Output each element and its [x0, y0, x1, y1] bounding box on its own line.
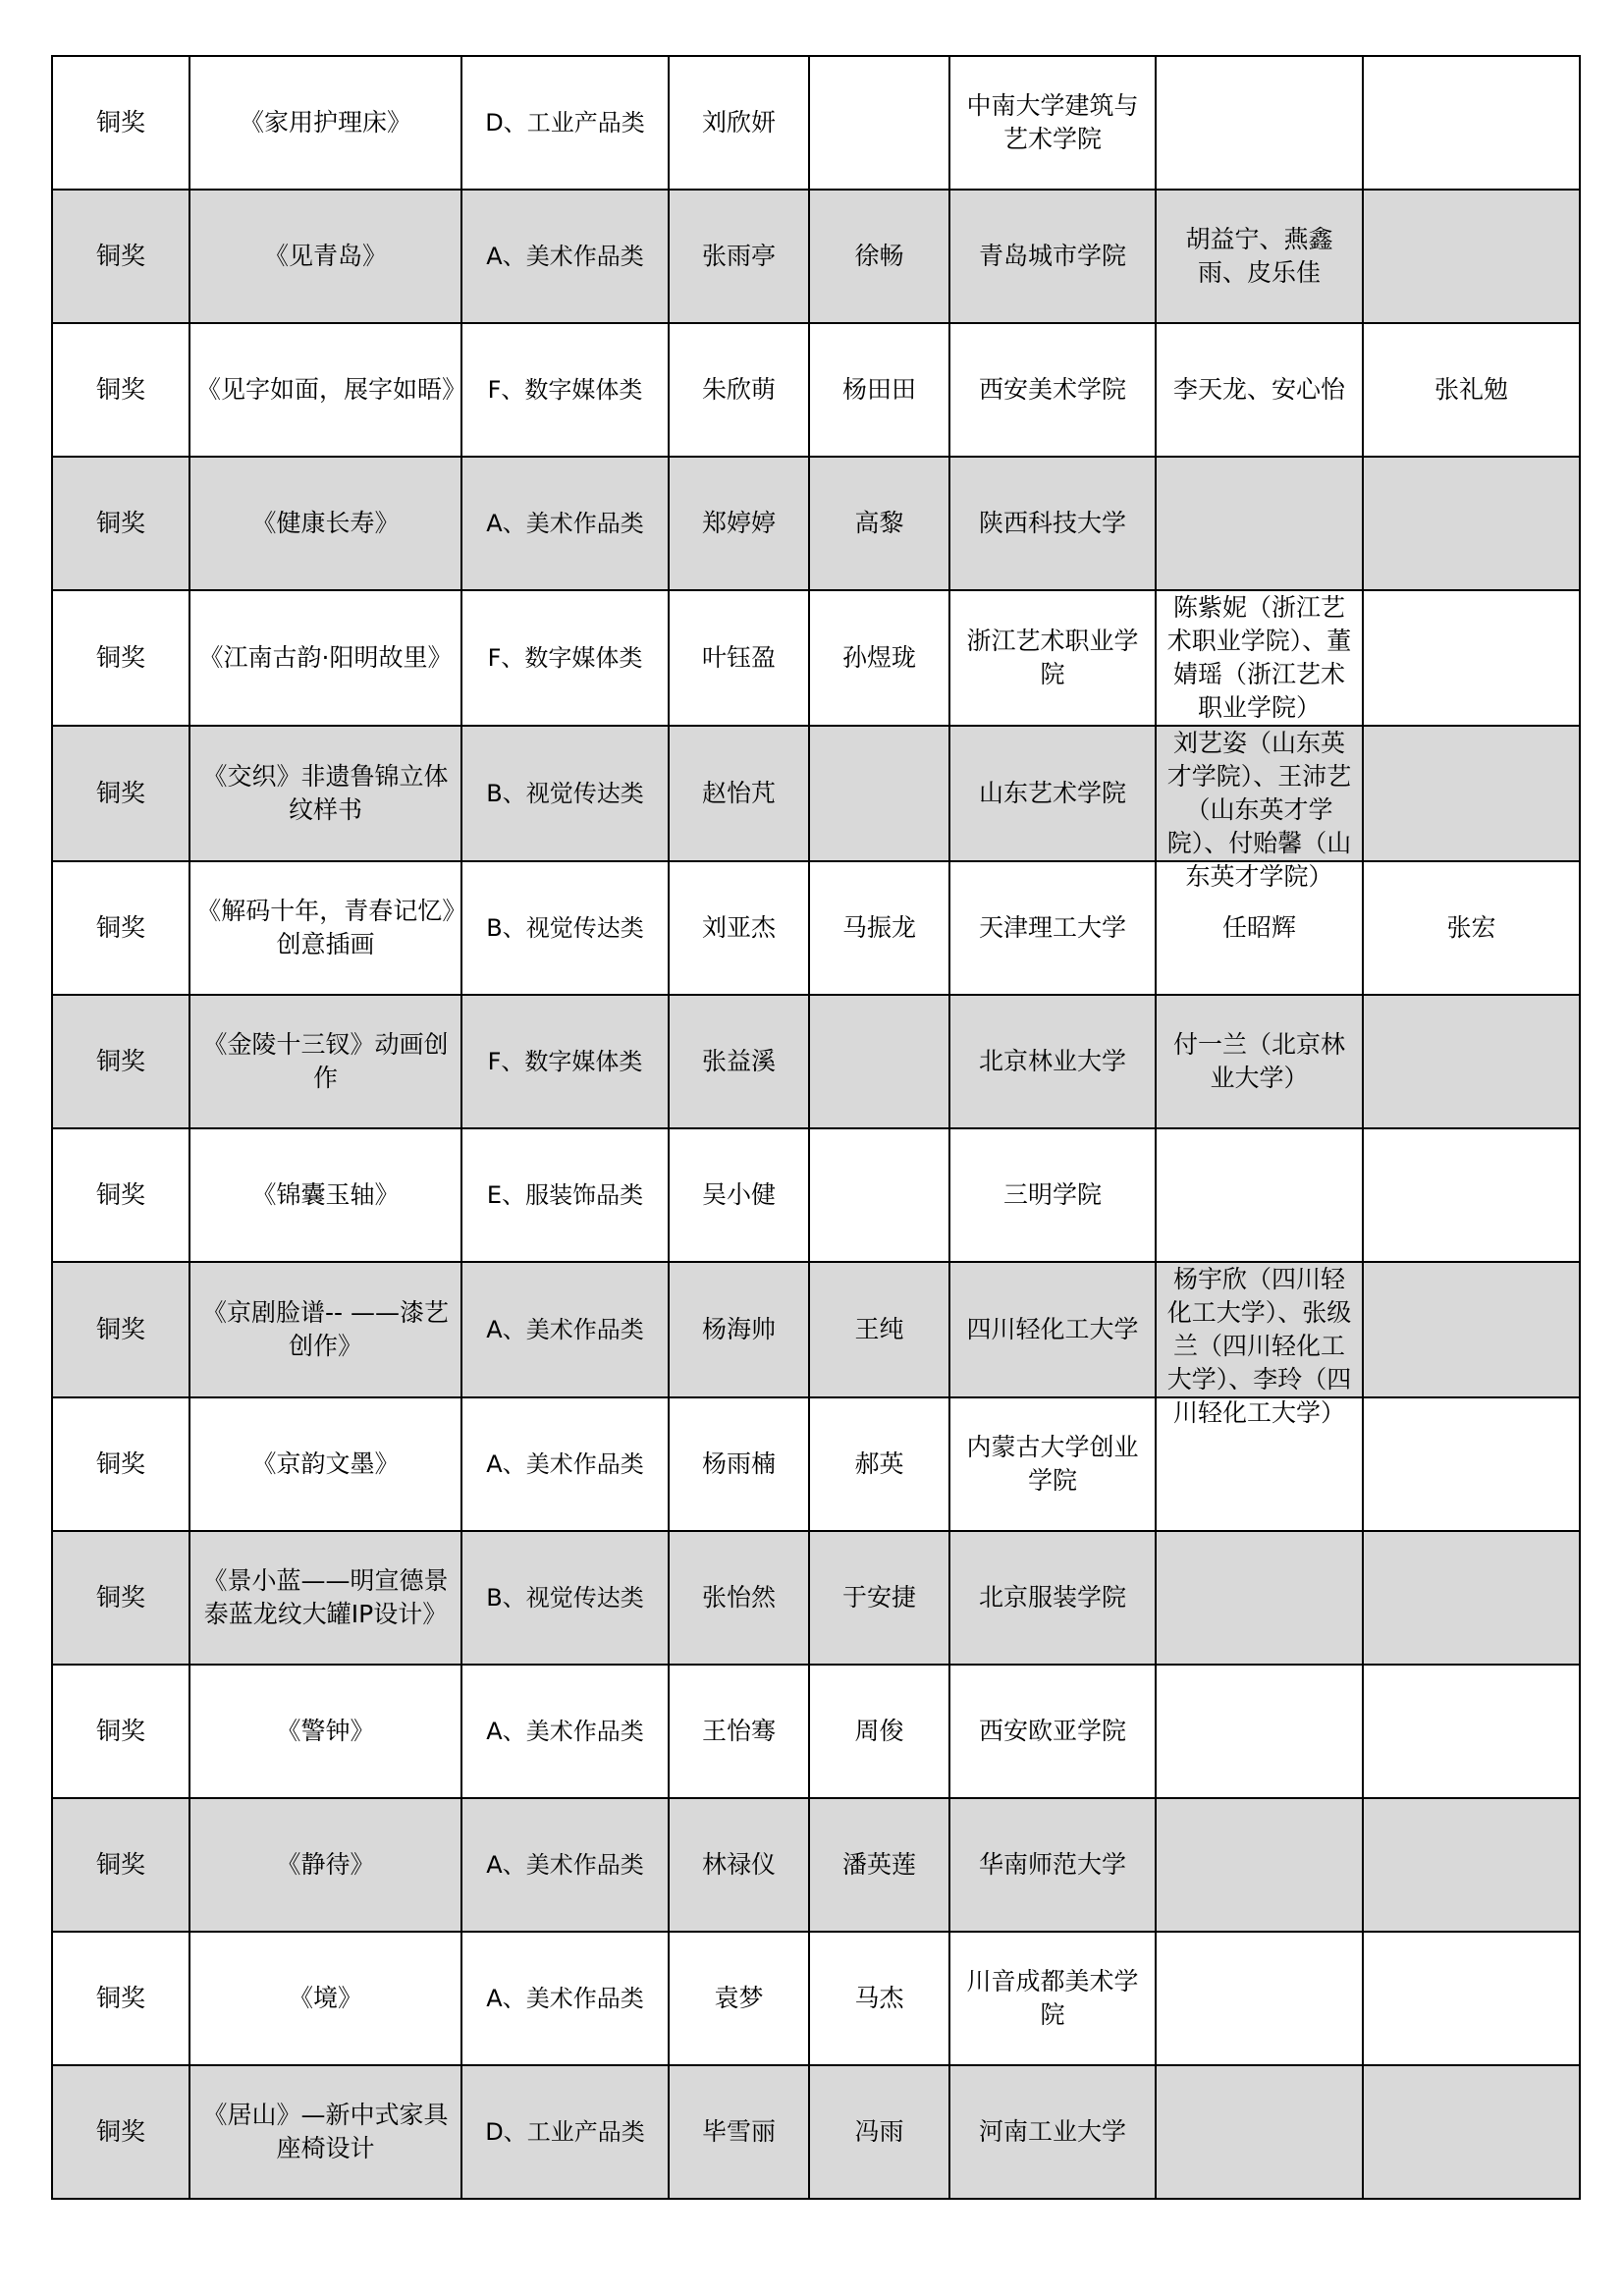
category-cell-text: F、数字媒体类	[487, 644, 643, 672]
category-cell-text: A、美术作品类	[486, 1316, 644, 1343]
author-cell	[669, 995, 809, 1128]
author-cell	[669, 56, 809, 190]
advisor-cell	[1363, 190, 1580, 323]
advisor-cell	[1363, 1262, 1580, 1397]
award-cell	[52, 590, 189, 726]
title-cell	[189, 726, 461, 861]
school-cell-text: 北京服装学院	[978, 1583, 1126, 1612]
title-cell	[189, 861, 461, 995]
title-cell-text: 《景小蓝——明宣德景泰蓝龙纹大罐IP设计》	[202, 1566, 449, 1628]
author-cell-text: 赵怡芃	[701, 779, 776, 807]
author2-cell-text: 潘英莲	[841, 1850, 916, 1879]
award-cell	[52, 56, 189, 190]
author-cell	[669, 1128, 809, 1262]
advisor-cell-text: 张宏	[1446, 913, 1496, 942]
title-cell-text: 《静待》	[276, 1850, 375, 1879]
title-cell	[189, 1262, 461, 1397]
category-cell-text: B、视觉传达类	[486, 780, 644, 807]
title-cell-text: 《家用护理床》	[239, 108, 411, 137]
category-cell	[461, 995, 669, 1128]
author2-cell	[809, 1128, 949, 1262]
author-cell-text: 张怡然	[701, 1583, 776, 1612]
collaborators-cell	[1156, 323, 1363, 457]
author-cell-text: 张雨亭	[701, 242, 776, 270]
category-cell	[461, 2065, 669, 2199]
author-cell-text: 张益溪	[701, 1047, 776, 1075]
author2-cell	[809, 1262, 949, 1397]
title-cell	[189, 1798, 461, 1932]
award-cell-text: 铜奖	[95, 1180, 145, 1209]
advisor-cell	[1363, 1531, 1580, 1665]
author2-cell	[809, 1531, 949, 1665]
category-cell-text: B、视觉传达类	[486, 1584, 644, 1612]
category-cell	[461, 56, 669, 190]
school-cell	[949, 726, 1156, 861]
author-cell	[669, 2065, 809, 2199]
award-cell	[52, 190, 189, 323]
collaborators-cell	[1156, 1128, 1363, 1262]
author-cell	[669, 1397, 809, 1531]
author-cell	[669, 457, 809, 590]
author-cell-text: 林禄仪	[701, 1850, 776, 1879]
author2-cell-text: 孙煜珑	[841, 643, 916, 672]
collaborators-cell	[1156, 1531, 1363, 1665]
collaborators-cell	[1156, 1932, 1363, 2065]
author2-cell-text: 冯雨	[854, 2117, 904, 2146]
award-cell-text: 铜奖	[95, 1449, 145, 1478]
award-cell	[52, 1531, 189, 1665]
title-cell	[189, 1531, 461, 1665]
author-cell-text: 叶钰盈	[701, 643, 776, 672]
category-cell-text: B、视觉传达类	[486, 914, 644, 942]
school-cell	[949, 1665, 1156, 1798]
school-cell-text: 四川轻化工大学	[966, 1315, 1139, 1343]
collaborators-cell	[1156, 2065, 1363, 2199]
school-cell-text: 山东艺术学院	[978, 779, 1126, 807]
author-cell	[669, 323, 809, 457]
award-cell	[52, 323, 189, 457]
award-cell-text: 铜奖	[95, 1984, 145, 2012]
advisor-cell	[1363, 861, 1580, 995]
collaborators-cell	[1156, 590, 1363, 726]
collaborators-cell	[1156, 995, 1363, 1128]
author-cell	[669, 861, 809, 995]
author2-cell	[809, 457, 949, 590]
author2-cell-text: 马杰	[854, 1984, 904, 2012]
school-cell-text: 川音成都美术学院	[966, 1967, 1139, 2029]
author2-cell-text: 杨田田	[841, 375, 916, 404]
table-row	[52, 1397, 1580, 1531]
advisor-cell	[1363, 1665, 1580, 1798]
category-cell	[461, 726, 669, 861]
school-cell	[949, 2065, 1156, 2199]
school-cell-text: 陕西科技大学	[978, 509, 1126, 537]
school-cell-text: 西安欧亚学院	[978, 1717, 1126, 1745]
title-cell	[189, 1932, 461, 2065]
category-cell-text: A、美术作品类	[486, 510, 644, 537]
table-row	[52, 1665, 1580, 1798]
author2-cell	[809, 323, 949, 457]
school-cell	[949, 1531, 1156, 1665]
collaborators-cell-text: 李天龙、安心怡	[1172, 375, 1345, 404]
advisor-cell	[1363, 457, 1580, 590]
school-cell	[949, 1128, 1156, 1262]
collaborators-cell	[1156, 56, 1363, 190]
table-row	[52, 190, 1580, 323]
title-cell-text: 《江南古韵·阳明故里》	[198, 643, 453, 672]
author2-cell-text: 徐畅	[854, 242, 904, 270]
category-cell-text: F、数字媒体类	[487, 1048, 643, 1075]
title-cell	[189, 457, 461, 590]
collaborators-cell-text: 胡益宁、燕鑫雨、皮乐佳	[1185, 225, 1333, 287]
school-cell	[949, 56, 1156, 190]
title-cell-text: 《交织》非遗鲁锦立体纹样书	[202, 762, 449, 824]
award-cell-text: 铜奖	[95, 1047, 145, 1075]
table-row	[52, 56, 1580, 190]
author2-cell	[809, 190, 949, 323]
title-cell-text: 《警钟》	[276, 1717, 375, 1745]
title-cell	[189, 56, 461, 190]
award-cell-text: 铜奖	[95, 108, 145, 137]
category-cell	[461, 590, 669, 726]
award-cell-text: 铜奖	[95, 913, 145, 942]
school-cell	[949, 590, 1156, 726]
table-row	[52, 995, 1580, 1128]
awards-table	[51, 55, 1581, 2200]
title-cell	[189, 1665, 461, 1798]
school-cell-text: 青岛城市学院	[978, 242, 1126, 270]
school-cell	[949, 861, 1156, 995]
category-cell-text: E、服装饰品类	[486, 1181, 644, 1209]
collaborators-cell	[1156, 726, 1363, 891]
school-cell-text: 内蒙古大学创业学院	[966, 1433, 1139, 1495]
award-cell-text: 铜奖	[95, 1850, 145, 1879]
table-row	[52, 1798, 1580, 1932]
author2-cell-text: 马振龙	[841, 913, 916, 942]
school-cell	[949, 323, 1156, 457]
title-cell	[189, 995, 461, 1128]
award-cell	[52, 1128, 189, 1262]
collaborators-cell	[1156, 190, 1363, 323]
author-cell-text: 刘欣妍	[701, 108, 776, 137]
collaborators-cell-text: 付一兰（北京林业大学）	[1172, 1030, 1345, 1092]
collaborators-cell-text: 任昭辉	[1221, 913, 1296, 942]
award-cell	[52, 1932, 189, 2065]
author-cell	[669, 190, 809, 323]
table-row	[52, 1128, 1580, 1262]
school-cell	[949, 1397, 1156, 1531]
award-cell	[52, 726, 189, 861]
author2-cell	[809, 56, 949, 190]
category-cell	[461, 190, 669, 323]
author2-cell-text: 于安捷	[841, 1583, 916, 1612]
award-cell-text: 铜奖	[95, 1717, 145, 1745]
award-cell	[52, 2065, 189, 2199]
author2-cell	[809, 861, 949, 995]
advisor-cell	[1363, 590, 1580, 726]
title-cell-text: 《健康长寿》	[251, 509, 400, 537]
award-cell-text: 铜奖	[95, 242, 145, 270]
author-cell	[669, 590, 809, 726]
school-cell-text: 河南工业大学	[978, 2117, 1126, 2146]
category-cell-text: A、美术作品类	[486, 1450, 644, 1478]
title-cell-text: 《京韵文墨》	[251, 1449, 400, 1478]
category-cell	[461, 323, 669, 457]
collaborators-cell-text: 陈紫妮（浙江艺术职业学院）、董婧瑶（浙江艺术职业学院）	[1166, 593, 1352, 722]
school-cell	[949, 190, 1156, 323]
table-row	[52, 590, 1580, 726]
author-cell-text: 毕雪丽	[701, 2117, 776, 2146]
school-cell	[949, 1932, 1156, 2065]
school-cell-text: 三明学院	[1002, 1180, 1102, 1209]
title-cell	[189, 323, 467, 457]
author-cell-text: 朱欣萌	[701, 375, 776, 404]
title-cell-text: 《居山》—新中式家具座椅设计	[202, 2101, 449, 2162]
author2-cell-text: 王纯	[854, 1315, 904, 1343]
advisor-cell	[1363, 323, 1580, 457]
author-cell-text: 王怡骞	[701, 1717, 776, 1745]
category-cell-text: A、美术作品类	[486, 1718, 644, 1745]
advisor-cell	[1363, 1397, 1580, 1531]
award-cell-text: 铜奖	[95, 375, 145, 404]
table-row	[52, 1531, 1580, 1665]
table-row	[52, 1262, 1580, 1397]
collaborators-cell	[1156, 457, 1363, 590]
table-row	[52, 726, 1580, 861]
school-cell-text: 西安美术学院	[978, 375, 1126, 404]
author2-cell	[809, 1397, 949, 1531]
collaborators-cell	[1156, 1798, 1363, 1932]
award-cell	[52, 1798, 189, 1932]
award-cell	[52, 457, 189, 590]
awards-table-body	[52, 56, 1580, 2199]
award-cell-text: 铜奖	[95, 509, 145, 537]
award-cell	[52, 1262, 189, 1397]
author2-cell-text: 周俊	[854, 1717, 904, 1745]
category-cell	[461, 1531, 669, 1665]
table-row	[52, 861, 1580, 995]
category-cell	[461, 1262, 669, 1397]
advisor-cell	[1363, 1798, 1580, 1932]
advisor-cell	[1363, 995, 1580, 1128]
author-cell	[669, 1932, 809, 2065]
title-cell-text: 《见字如面，展字如晤》	[196, 375, 467, 404]
author2-cell-text: 郝英	[854, 1449, 904, 1478]
author2-cell-text: 高黎	[854, 509, 904, 537]
school-cell	[949, 1262, 1156, 1397]
school-cell	[949, 1798, 1156, 1932]
author-cell	[669, 1665, 809, 1798]
category-cell	[461, 1798, 669, 1932]
title-cell-text: 《解码十年，青春记忆》创意插画	[196, 897, 455, 958]
category-cell-text: A、美术作品类	[486, 1851, 644, 1879]
author-cell	[669, 1531, 809, 1665]
title-cell	[189, 1397, 461, 1531]
table-row	[52, 457, 1580, 590]
advisor-cell	[1363, 1128, 1580, 1262]
award-cell-text: 铜奖	[95, 1583, 145, 1612]
author-cell-text: 刘亚杰	[701, 913, 776, 942]
author2-cell	[809, 1932, 949, 2065]
title-cell-text: 《金陵十三钗》动画创作	[202, 1030, 449, 1092]
title-cell-text: 《锦囊玉轴》	[251, 1180, 400, 1209]
author-cell-text: 郑婷婷	[701, 509, 776, 537]
school-cell-text: 天津理工大学	[978, 913, 1126, 942]
advisor-cell	[1363, 726, 1580, 861]
category-cell	[461, 861, 669, 995]
author2-cell	[809, 1798, 949, 1932]
award-cell	[52, 995, 189, 1128]
advisor-cell-text: 张礼勉	[1434, 375, 1508, 404]
category-cell-text: D、工业产品类	[485, 2118, 645, 2146]
advisor-cell	[1363, 1932, 1580, 2065]
school-cell-text: 华南师范大学	[978, 1850, 1126, 1879]
author-cell	[669, 726, 809, 861]
school-cell-text: 浙江艺术职业学院	[966, 627, 1139, 688]
award-cell-text: 铜奖	[95, 2117, 145, 2146]
category-cell	[461, 1397, 669, 1531]
school-cell-text: 北京林业大学	[978, 1047, 1126, 1075]
category-cell	[461, 1128, 669, 1262]
category-cell	[461, 1665, 669, 1798]
category-cell-text: F、数字媒体类	[487, 376, 643, 404]
award-cell	[52, 1665, 189, 1798]
award-cell-text: 铜奖	[95, 643, 145, 672]
table-row	[52, 1932, 1580, 2065]
category-cell-text: A、美术作品类	[486, 1985, 644, 2012]
author-cell	[669, 1798, 809, 1932]
collaborators-cell	[1156, 1665, 1363, 1798]
table-row	[52, 323, 1580, 457]
collaborators-cell-text: 刘艺姿（山东英才学院）、王沛艺（山东英才学院）、付贻馨（山东英才学院）	[1166, 729, 1352, 891]
school-cell	[949, 457, 1156, 590]
title-cell-text: 《见青岛》	[263, 242, 387, 270]
title-cell	[189, 1128, 461, 1262]
category-cell-text: D、工业产品类	[485, 109, 645, 137]
author-cell-text: 杨雨楠	[701, 1449, 776, 1478]
author-cell-text: 袁梦	[714, 1984, 764, 2012]
title-cell	[189, 190, 461, 323]
author-cell-text: 杨海帅	[701, 1315, 776, 1343]
title-cell-text: 《境》	[288, 1984, 362, 2012]
author-cell-text: 吴小健	[701, 1180, 776, 1209]
author2-cell	[809, 995, 949, 1128]
advisor-cell	[1363, 56, 1580, 190]
author2-cell	[809, 590, 949, 726]
author-cell	[669, 1262, 809, 1397]
award-cell-text: 铜奖	[95, 1315, 145, 1343]
author2-cell	[809, 1665, 949, 1798]
author2-cell	[809, 726, 949, 861]
title-cell	[189, 590, 461, 726]
school-cell	[949, 995, 1156, 1128]
collaborators-cell-text: 杨宇欣（四川轻化工大学）、张级兰（四川轻化工大学）、李玲（四川轻化工大学）	[1166, 1265, 1352, 1427]
table-row	[52, 2065, 1580, 2199]
category-cell	[461, 457, 669, 590]
title-cell-text: 《京剧脸谱-- ——漆艺创作》	[202, 1298, 449, 1360]
category-cell-text: A、美术作品类	[486, 243, 644, 270]
school-cell-text: 中南大学建筑与艺术学院	[966, 91, 1139, 153]
category-cell	[461, 1932, 669, 2065]
collaborators-cell	[1156, 1262, 1363, 1427]
advisor-cell	[1363, 2065, 1580, 2199]
award-cell-text: 铜奖	[95, 779, 145, 807]
title-cell	[189, 2065, 461, 2199]
award-cell	[52, 1397, 189, 1531]
award-cell	[52, 861, 189, 995]
author2-cell	[809, 2065, 949, 2199]
